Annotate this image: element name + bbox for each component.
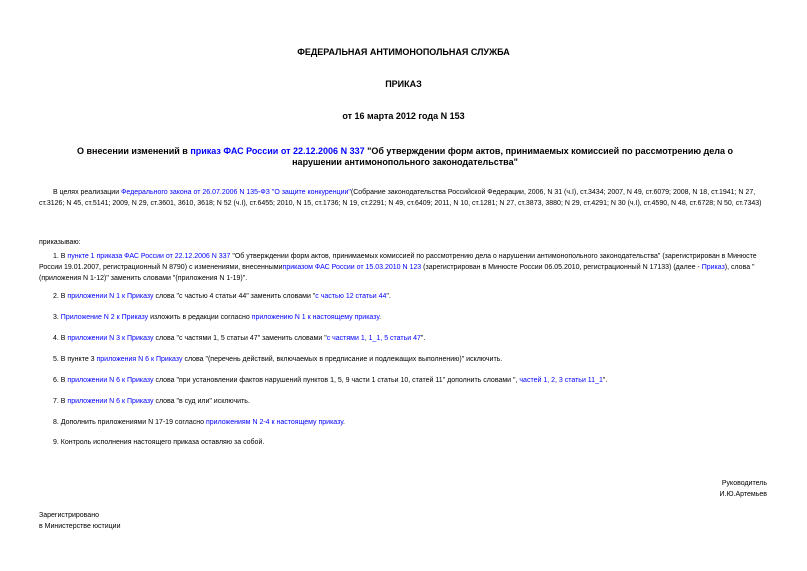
item3-text-2: . <box>379 314 382 321</box>
order-item-7 <box>53 396 767 407</box>
item1-text-4: ), слова "(приложения N 1-12)" заменить словами "(приложения N 1-19)". <box>39 264 755 282</box>
item3-link-appendix-2[interactable]: Приложение N 2 к Приказу <box>60 314 149 321</box>
title-suffix: "Об утверждении форм актов, принимаемых комиссией по рассмотрению дела о нарушении антимонопольного законодательства" <box>292 146 733 167</box>
title-prefix: О внесении изменений в <box>77 146 191 156</box>
item7-text-2: слова "в суд или" исключить. <box>153 398 250 405</box>
item6-link-appendix-6[interactable]: приложении N 6 к Приказу <box>67 377 154 384</box>
item4-text-1: 4. В <box>53 335 68 342</box>
item2-text-3: ". <box>386 293 391 300</box>
item4-link-appendix-3[interactable]: приложении N 3 к Приказу <box>67 335 154 342</box>
item1-link-point-1[interactable]: пункте 1 приказа ФАС России от 22.12.2006 N 337 <box>67 253 231 260</box>
item5-link-appendix-6[interactable]: приложения N 6 к Приказу <box>96 356 183 363</box>
item2-text-1: 2. В <box>53 293 68 300</box>
item6-text-3: ". <box>602 377 608 384</box>
order-item-5 <box>53 354 767 365</box>
item4-text-2: слова "с частями 1, 5 статьи 47" заменить словами " <box>153 335 327 342</box>
title-link-order-337[interactable]: приказ ФАС России от 22.12.2006 N 337 <box>190 146 365 156</box>
order-item-8 <box>53 417 767 428</box>
preamble-text-2: (Собрание законодательства Российской Федерации, 2006, N 31 (ч.I), ст.3434; 2007, N 49, ст.6079; 2008, N 18, ст.1941; N 27, ст.3126; N 45, ст.5141; 2009, N 29, ст.3601, 3610, 3618; N 52 (ч.I), ст.6455; 2010, N 15, ст.1736; N 19, ст.2291; N 49, ст.6409; 2011, N 10, ст.1281; N 27, ст.3873, 3880; N 29, ст.4291; N 30 (ч.I), ст.4590, N 48, ст.6728; N 50, ст.7343) <box>39 189 762 207</box>
item1-text-3: (зарегистрирован в Минюсте России 06.05.2010, регистрационный N 17133) (далее - <box>421 264 702 271</box>
item1-text-1: 1. В <box>53 253 68 260</box>
item6-link-article-11-1[interactable]: частей 1, 2, 3 статьи 11_1 <box>519 377 603 384</box>
preamble-link-law-135[interactable]: Федерального закона от 26.07.2006 N 135-ФЗ "О защите конкуренции" <box>121 189 351 196</box>
agency-name: ФЕДЕРАЛЬНАЯ АНТИМОНОПОЛЬНАЯ СЛУЖБА <box>297 47 510 57</box>
order-item-2 <box>53 291 767 302</box>
item6-text-1: 6. В <box>53 377 68 384</box>
item8-text-2: . <box>343 419 345 426</box>
item5-text-1: 5. В пункте 3 <box>53 356 97 363</box>
registration-line-1: Зарегистрировано <box>39 512 99 519</box>
document-type: ПРИКАЗ <box>385 79 422 89</box>
order-item-4 <box>53 333 767 344</box>
item2-text-2: слова "с частью 4 статьи 44" заменить словами " <box>153 293 316 300</box>
order-word: приказываю: <box>39 239 81 246</box>
item5-text-2: слова "(перечень действий, включаемых в предписание и подлежащих выполнению)" исключить. <box>182 356 503 363</box>
item1-link-prikaz[interactable]: Приказ <box>701 264 725 271</box>
item7-link-appendix-6[interactable]: приложении N 6 к Приказу <box>67 398 154 405</box>
item6-text-2: слова "при установлении фактов нарушений пунктов 1, 5, 9 части 1 статьи 10, статей 11" дополнить словами ", <box>153 377 520 384</box>
item2-link-appendix-1[interactable]: приложении N 1 к Приказу <box>67 293 154 300</box>
preamble-text-1: В целях реализации <box>53 189 122 196</box>
order-item-9 <box>53 437 767 448</box>
order-item-3 <box>53 312 767 323</box>
item1-link-order-123[interactable]: приказом ФАС России от 15.03.2010 N 123 <box>282 264 422 271</box>
item9-text-1: 9. Контроль исполнения настоящего приказа оставляю за собой. <box>53 439 265 446</box>
item3-text-1: изложить в редакции согласно <box>148 314 252 321</box>
item1-text-2: "Об утверждении форм актов, принимаемых комиссией по рассмотрению дела о нарушении антимонопольного законодательства" (зарегистрирован в Минюсте России 19.01.2007, регистрационный N 8790) с изменениями, внесенными <box>39 253 757 271</box>
order-item-6 <box>53 375 767 386</box>
item2-link-article-44[interactable]: с частью 12 статьи 44 <box>315 293 387 300</box>
item8-text-1: 8. Дополнить приложениями N 17-19 согласно <box>53 419 206 426</box>
item4-link-article-47[interactable]: с частями 1, 1_1, 5 статьи 47 <box>326 335 421 342</box>
signature-role: Руководитель <box>721 480 767 487</box>
item8-link-attachments-2-4[interactable]: приложениям N 2-4 к настоящему приказу <box>205 419 344 426</box>
item7-text-1: 7. В <box>53 398 68 405</box>
preamble-paragraph <box>39 187 767 209</box>
document-date-number: от 16 марта 2012 года N 153 <box>342 111 465 121</box>
signature-name: И.Ю.Артемьев <box>719 491 767 498</box>
item4-text-3: ". <box>420 335 426 342</box>
document-title <box>60 146 750 168</box>
registration-line-2: в Министерстве юстиции <box>39 523 121 530</box>
item3-number: 3. <box>53 314 61 321</box>
item3-link-attachment-1[interactable]: приложению N 1 к настоящему приказу <box>251 314 380 321</box>
order-item-1 <box>39 251 767 284</box>
